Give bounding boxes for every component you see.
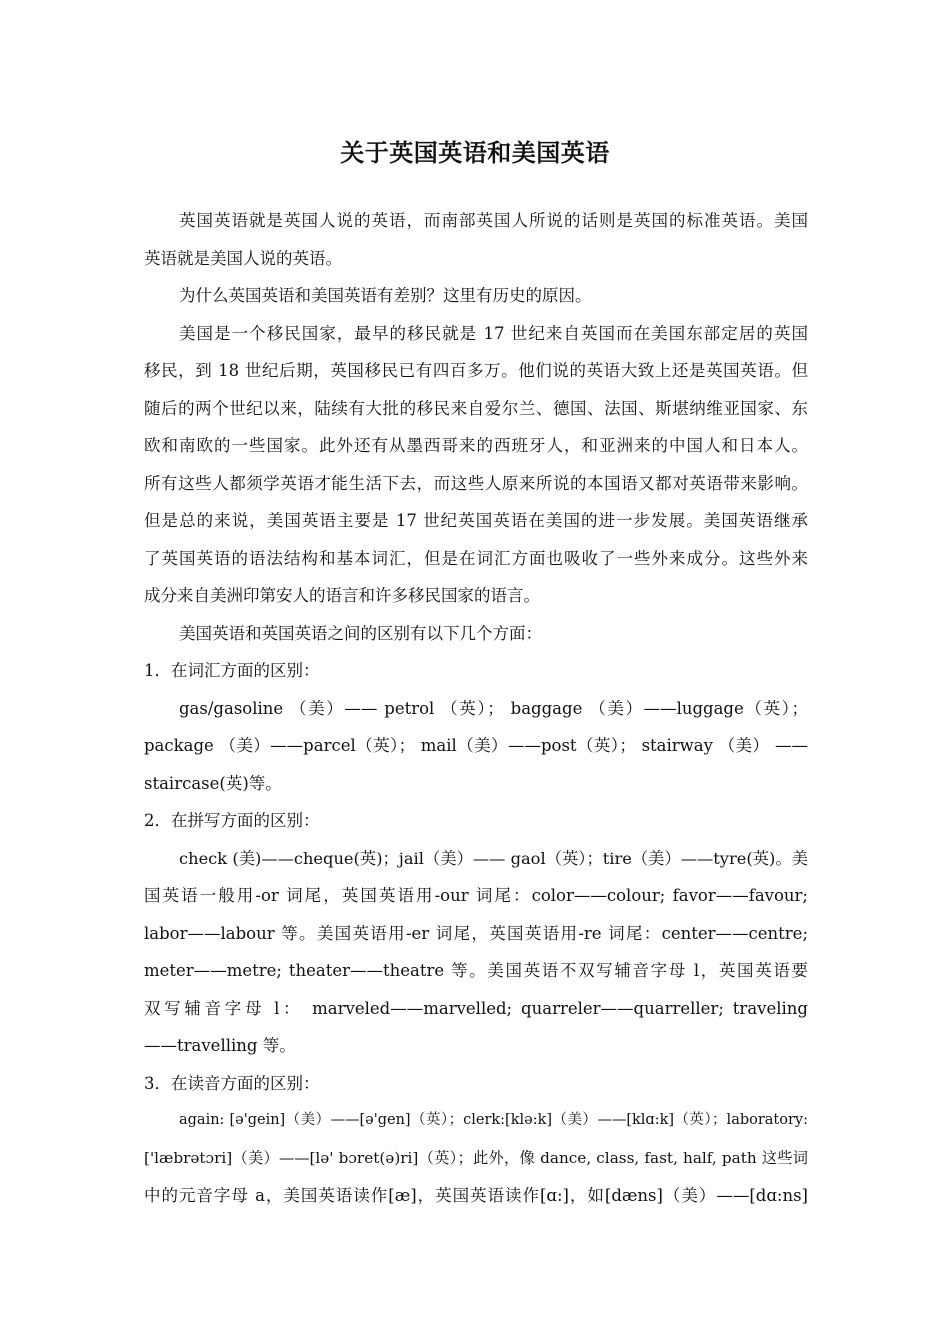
text-line: again: [ə'gein]（美）——[ə'gen]（英）；clerk:[klə:k]（美）——[klɑ:k]（英）；laboratory: — [179, 1112, 808, 1128]
text-line: 了英国英语的语法结构和基本词汇，但是在词汇方面也吸收了一些外来成分。这些外来 — [144, 548, 808, 568]
document-body — [144, 202, 808, 1215]
text-line: 随后的两个世纪以来，陆续有大批的移民来自爱尔兰、德国、法国、斯堪纳维亚国家、东 — [144, 398, 808, 418]
text-line: check (美)——cheque(英)；jail（美）—— gaol（英）；tire（美）——tyre(英)。美 — [179, 848, 808, 868]
text-line: 双写辅音字母 l： marveled——marvelled; quarreler——quarreller; traveling — [144, 998, 808, 1018]
text-line: 中的元音字母 a，美国英语读作[æ]，英国英语读作[ɑ:]，如[dæns]（美）——[dɑ:ns] — [144, 1186, 808, 1205]
text-line: gas/gasoline （美）—— petrol （英）； baggage （美）——luggage（英）； — [179, 698, 808, 718]
text-line: 移民，到 18 世纪后期，英国移民已有四百多万。他们说的英语大致上还是英国英语。但 — [144, 361, 808, 380]
text-line: 为什么英国英语和美国英语有差别？这里有历史的原因。 — [179, 286, 592, 305]
text-line: ——travelling 等。 — [144, 1036, 296, 1055]
text-line: 但是总的来说，美国英语主要是 17 世纪英国英语在美国的进一步发展。美国英语继承 — [144, 511, 808, 530]
text-line: 所有这些人都须学英语才能生活下去，而这些人原来所说的本国语又都对英语带来影响。 — [144, 473, 808, 493]
text-line: 成分来自美洲印第安人的语言和许多移民国家的语言。 — [144, 586, 540, 605]
text-line: package （美）——parcel（英）； mail（美）——post（英）； stairway （美） —— — [144, 736, 808, 755]
text-line: meter——metre; theater——theatre 等。美国英语不双写辅音字母 l，英国英语要 — [144, 961, 808, 980]
text-line: labor——labour 等。美国英语用-er 词尾，英国英语用-re 词尾：center——centre; — [144, 923, 808, 943]
text-line: 美国英语和英国英语之间的区别有以下几个方面： — [179, 623, 542, 643]
text-line: 英语就是美国人说的英语。 — [144, 248, 342, 268]
text-line: 国英语一般用-or 词尾，英国英语用-our 词尾：color——colour; favor——favour; — [144, 886, 808, 905]
text-line: 欧和南欧的一些国家。此外还有从墨西哥来的西班牙人，和亚洲来的中国人和日本人。 — [144, 436, 808, 455]
text-line: 3．在读音方面的区别： — [144, 1073, 320, 1093]
text-line: 2．在拼写方面的区别： — [144, 811, 320, 830]
text-line: staircase(英)等。 — [144, 773, 282, 793]
text-line: ['læbrətɔri]（美）——[lə' bɔret(ə)ri]（英）；此外，像 dance, class, fast, half, path 这些词 — [144, 1148, 808, 1167]
text-line: 美国是一个移民国家，最早的移民就是 17 世纪来自英国而在美国东部定居的英国 — [179, 323, 808, 343]
text-line: 英国英语就是英国人说的英语，而南部英国人所说的话则是英国的标准英语。美国 — [179, 211, 808, 230]
text-line: 1．在词汇方面的区别： — [144, 661, 320, 680]
document-title: 关于英国英语和美国英语 — [340, 138, 610, 167]
